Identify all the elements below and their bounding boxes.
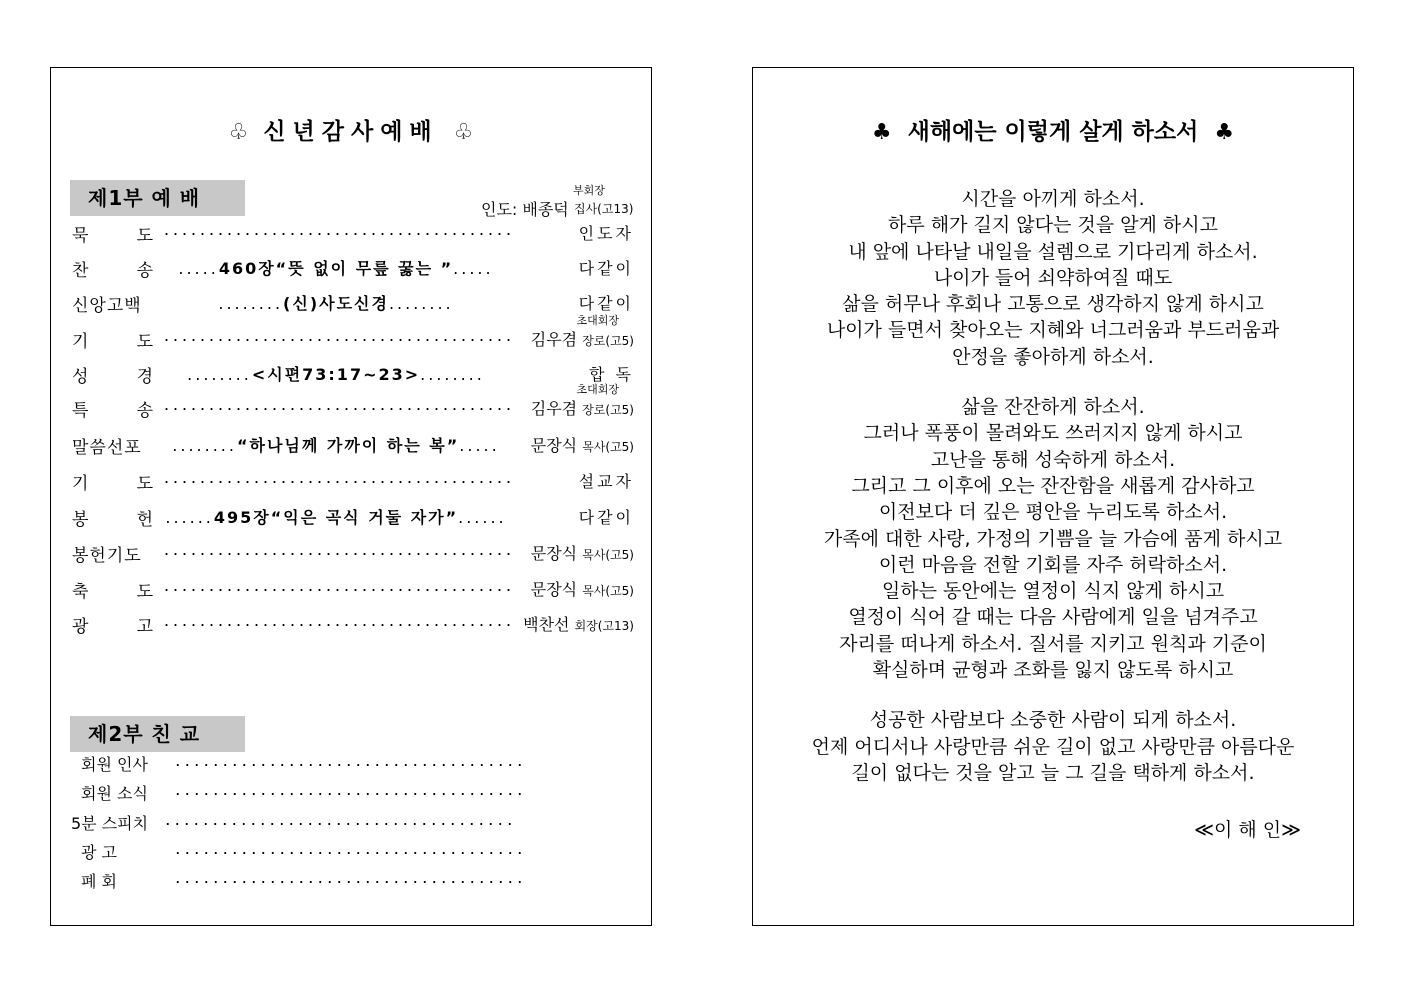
order-row <box>72 541 634 565</box>
order-item-person: 백찬선 회장(고13) <box>523 615 634 634</box>
club-icon: ♣ <box>871 120 892 145</box>
order-row <box>72 362 634 386</box>
part1-heading: 제1부 예 배 <box>70 180 245 216</box>
poem-line: 그러나 폭풍이 몰려와도 쓰러지지 않게 하시고 <box>863 422 1243 445</box>
fellowship-row <box>81 840 521 862</box>
poem-line: 삶을 허무나 후회나 고통으로 생각하지 않게 하시고 <box>842 293 1264 316</box>
order-row <box>72 256 634 280</box>
poem-line: 언제 어디서나 사랑만큼 쉬운 길이 없고 사랑만큼 아름다운 <box>811 735 1295 758</box>
leader-role-top: 부회장 <box>573 184 605 197</box>
order-item-detail: ........<시편73:17~23>........ <box>187 365 485 384</box>
leader-dots <box>173 877 521 887</box>
order-item-person: 김우겸 장로(고5) <box>530 399 634 418</box>
poem-line: 나이가 들면서 찾아오는 지혜와 너그러움과 부드러움과 <box>826 319 1280 342</box>
poem-title <box>753 113 1353 146</box>
fellowship-item-label: 회원 인사 <box>81 755 148 774</box>
order-item-detail: ........(신)사도신경........ <box>218 294 454 313</box>
fellowship-row <box>81 752 521 774</box>
poem-line: 안정을 좋아하게 하소서. <box>952 345 1154 368</box>
order-row <box>72 291 634 315</box>
order-item-label: 기 도 <box>72 474 154 494</box>
leader-dots <box>162 549 514 559</box>
leader-dots <box>162 477 514 487</box>
poem-line: 길이 없다는 것을 알고 늘 그 길을 택하게 하소서. <box>851 761 1255 784</box>
leader-dots <box>162 404 514 414</box>
worship-title <box>51 113 651 146</box>
order-item-person: 다같이 <box>578 508 634 527</box>
order-item-label: 말씀선포 <box>72 438 142 458</box>
order-item-person: 다같이 <box>578 259 634 278</box>
order-item-label: 봉 헌 <box>72 510 154 530</box>
leader-dots <box>162 620 514 630</box>
poem-line: 삶을 잔잔하게 하소서. <box>961 396 1145 419</box>
order-item-person-title: 초대회장 <box>576 383 619 396</box>
order-item-person: 문장식 목사(고5) <box>530 580 634 599</box>
poem-line: 시간을 아끼게 하소서. <box>961 188 1145 210</box>
club-icon: ♣ <box>1214 120 1235 145</box>
poem-line: 하루 해가 길지 않다는 것을 알게 하시고 <box>888 214 1218 237</box>
poem-panel <box>752 67 1354 926</box>
order-row <box>72 314 634 352</box>
leader-dots <box>162 229 514 239</box>
leader-label: 인도: 배종덕 <box>481 200 569 219</box>
order-row <box>72 433 634 457</box>
order-item-detail: .....460장“뜻 없이 무릎 꿇는 ”..... <box>178 259 494 278</box>
order-item-person: 김우겸 장로(고5) <box>530 330 634 349</box>
order-item-label: 찬 송 <box>72 261 154 281</box>
fellowship-item-label: 폐 회 <box>81 872 117 891</box>
poem-body <box>753 186 1353 786</box>
leader-dots <box>162 335 514 345</box>
poem-line: 나이가 들어 쇠약하여질 때도 <box>933 266 1173 289</box>
order-item-detail: ........“하나님께 가까이 하는 복”..... <box>172 436 500 455</box>
order-item-label: 기 도 <box>72 332 154 352</box>
poem-title-text: 새해에는 이렇게 살게 하소서 <box>907 119 1199 145</box>
poem-line: 이런 마음을 전할 기회를 자주 허락하소서. <box>878 553 1228 576</box>
poem-line: 내 앞에 나타날 내일을 설렘으로 기다리게 하소서. <box>848 240 1258 263</box>
order-item-person: 인도자 <box>578 224 634 243</box>
order-item-person: 문장식 목사(고5) <box>530 436 634 455</box>
part2-heading: 제2부 친 교 <box>70 716 245 752</box>
leader-dots <box>173 848 521 858</box>
poem-line: 가족에 대한 사랑, 가정의 기쁨을 늘 가슴에 품게 하시고 <box>823 527 1283 550</box>
leader-dots <box>173 760 521 770</box>
order-item-person: 설교자 <box>578 472 634 491</box>
order-row <box>72 469 634 493</box>
worship-order-panel <box>50 67 652 926</box>
poem-line: 자리를 떠나게 하소서. 질서를 지키고 원칙과 기준이 <box>839 632 1267 655</box>
fellowship-row <box>81 869 521 891</box>
poem-line: 열정이 식어 갈 때는 다음 사람에게 일을 넘겨주고 <box>848 606 1258 629</box>
order-row <box>72 505 634 529</box>
order-row <box>72 383 634 421</box>
fellowship-row <box>71 811 511 833</box>
order-item-label: 성 경 <box>72 367 154 387</box>
order-item-person: 합 독 <box>589 365 634 384</box>
poem-author: ≪이 해 인≫ <box>1194 819 1301 841</box>
order-row <box>72 577 634 601</box>
leader-dots <box>173 789 521 799</box>
poem-line: 고난을 통해 성숙하게 하소서. <box>930 448 1176 471</box>
leader-role: 집사(고13) <box>574 202 634 216</box>
order-item-person: 다같이 <box>578 294 634 313</box>
order-row <box>72 221 634 245</box>
order-item-label: 신앙고백 <box>72 296 142 316</box>
worship-title-text: 신년감사예배 <box>263 119 439 145</box>
order-item-person: 문장식 목사(고5) <box>530 544 634 563</box>
order-item-label: 봉헌기도 <box>72 546 142 566</box>
order-item-detail: ......495장“익은 곡식 거둘 자가”...... <box>165 508 507 527</box>
fellowship-item-label: 5분 스피치 <box>71 814 149 833</box>
poem-line: 이전보다 더 깊은 평안을 누리도록 하소서. <box>878 501 1228 524</box>
order-item-label: 묵 도 <box>72 226 154 246</box>
leader-dots <box>163 819 511 829</box>
order-row <box>72 612 634 636</box>
club-outline-icon: ♧ <box>453 120 474 145</box>
club-outline-icon: ♧ <box>228 120 249 145</box>
poem-line: 확실하며 균형과 조화를 잃지 않도록 하시고 <box>872 659 1234 682</box>
order-item-person-title: 초대회장 <box>576 314 619 327</box>
leader-dots <box>162 585 514 595</box>
poem-line: 그리고 그 이후에 오는 잔잔함을 새롭게 감사하고 <box>851 474 1255 497</box>
poem-line: 일하는 동안에는 열정이 식지 않게 하시고 <box>881 580 1225 603</box>
fellowship-row <box>81 781 521 803</box>
order-item-label: 축 도 <box>72 582 154 602</box>
fellowship-item-label: 광 고 <box>81 843 117 862</box>
fellowship-item-label: 회원 소식 <box>81 784 148 803</box>
order-item-label: 특 송 <box>72 401 154 421</box>
order-item-label: 광 고 <box>72 617 154 637</box>
poem-line: 성공한 사람보다 소중한 사람이 되게 하소서. <box>869 709 1237 732</box>
